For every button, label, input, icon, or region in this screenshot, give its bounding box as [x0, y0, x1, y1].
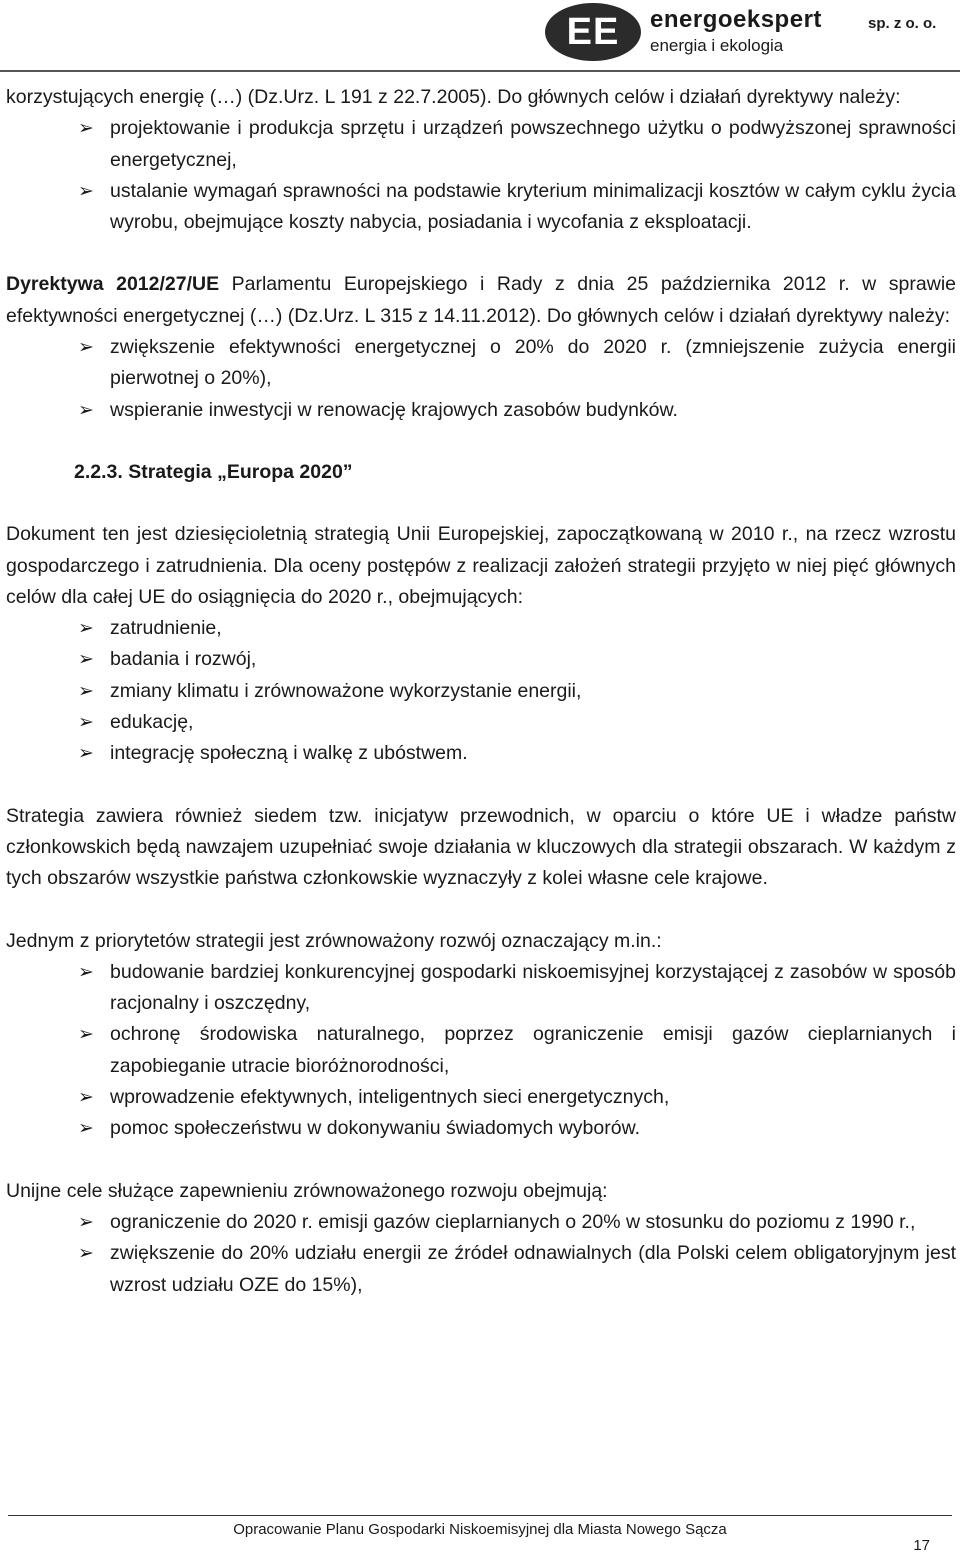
arrow-bullet-icon: ➢: [78, 180, 94, 202]
list-item: ➢ ochronę środowiska naturalnego, poprzez ograniczenie emisji gazów cieplarnianych i zapobieganie utracie bioróżnorodności,: [6, 1019, 956, 1082]
page-number: 17: [913, 1537, 930, 1554]
list-item: ➢ ograniczenie do 2020 r. emisji gazów cieplarnianych o 20% w stosunku do poziomu z 1990 r.,: [6, 1207, 956, 1238]
arrow-bullet-icon: ➢: [78, 680, 94, 702]
paragraph-5: Jednym z priorytetów strategii jest zrównoważony rozwój oznaczający m.in.:: [6, 929, 662, 952]
arrow-bullet-icon: ➢: [78, 618, 94, 640]
bullet-list-4: [6, 957, 956, 1145]
list-item: ➢ budowanie bardziej konkurencyjnej gospodarki niskoemisyjnej korzystającej z zasobów w sposób racjonalny i oszczędny,: [6, 957, 956, 1020]
list-item: ➢ pomoc społeczeństwu w dokonywaniu świadomych wyborów.: [6, 1113, 956, 1144]
list-item: ➢ zwiększenie efektywności energetycznej o 20% do 2020 r. (zmniejszenie zużycia energii pierwotnej o 20%),: [6, 332, 956, 395]
list-item: ➢ zatrudnienie,: [6, 613, 956, 644]
footer-title: Opracowanie Planu Gospodarki Niskoemisyjnej dla Miasta Nowego Sącza: [233, 1521, 727, 1538]
brand-tagline: energia i ekologia: [650, 36, 784, 55]
list-item: ➢ zwiększenie do 20% udziału energii ze źródeł odnawialnych (dla Polski celem obligatoryjnym jest wzrost udziału OZE do 15%),: [6, 1238, 956, 1301]
document-body: [6, 82, 956, 1301]
arrow-bullet-icon: ➢: [78, 649, 94, 671]
brand-name: energoekspert: [650, 6, 822, 33]
header-divider: [0, 70, 960, 72]
list-item: ➢ integrację społeczną i walkę z ubóstwem.: [6, 738, 956, 769]
brand-legal-form: sp. z o. o.: [868, 15, 937, 32]
company-logo: EE: [545, 3, 641, 61]
list-item: ➢ edukację,: [6, 707, 956, 738]
paragraph-4: Strategia zawiera również siedem tzw. inicjatyw przewodnich, w oparciu o które UE i władze państw członkowskich będą nawzajem uzupełniać swoje działania w kluczowych dla strategii obszarach. W każdym z tych obszarów wszystkie państwa członkowskie wyznaczyły z kolei własne cele krajowe.: [6, 804, 956, 890]
arrow-bullet-icon: ➢: [78, 1087, 94, 1109]
arrow-bullet-icon: ➢: [78, 961, 94, 983]
list-item: ➢ wspieranie inwestycji w renowację krajowych zasobów budynków.: [6, 395, 956, 426]
list-item: ➢ ustalanie wymagań sprawności na podstawie kryterium minimalizacji kosztów w całym cyklu życia wyrobu, obejmujące koszty nabycia, posiadania i wycofania z eksploatacji.: [6, 176, 956, 239]
list-item: ➢ projektowanie i produkcja sprzętu i urządzeń powszechnego użytku o podwyższonej sprawności energetycznej,: [6, 113, 956, 176]
list-item: ➢ zmiany klimatu i zrównoważone wykorzystanie energii,: [6, 676, 956, 707]
page-header: [0, 0, 960, 76]
arrow-bullet-icon: ➢: [78, 1243, 94, 1265]
arrow-bullet-icon: ➢: [78, 1118, 94, 1140]
arrow-bullet-icon: ➢: [78, 399, 94, 421]
arrow-bullet-icon: ➢: [78, 337, 94, 359]
list-item: ➢ badania i rozwój,: [6, 644, 956, 675]
section-heading: 2.2.3. Strategia „Europa 2020”: [74, 460, 353, 483]
arrow-bullet-icon: ➢: [78, 1211, 94, 1233]
bullet-list-3: [6, 613, 956, 769]
paragraph-2: Dyrektywa 2012/27/UE Parlamentu Europejskiego i Rady z dnia 25 października 2012 r. w sprawie efektywności energetycznej (…) (Dz.Urz. L 315 z 14.11.2012). Do głównych celów i działań dyrektywy należy:: [6, 273, 956, 327]
arrow-bullet-icon: ➢: [78, 1024, 94, 1046]
paragraph-3: Dokument ten jest dziesięcioletnią strategią Unii Europejskiej, zapoczątkowaną w 2010 r., na rzecz wzrostu gospodarczego i zatrudnienia. Dla oceny postępów z realizacji założeń strategii przyjęto w niej pięć głównych celów dla całej UE do osiągnięcia do 2020 r., obejmujących:: [6, 523, 956, 608]
bullet-list-5: [6, 1207, 956, 1301]
arrow-bullet-icon: ➢: [78, 118, 94, 140]
bullet-list-2: [6, 332, 956, 426]
bullet-list-1: [6, 113, 956, 238]
arrow-bullet-icon: ➢: [78, 743, 94, 765]
paragraph-6: Unijne cele służące zapewnieniu zrównoważonego rozwoju obejmują:: [6, 1179, 608, 1202]
footer-divider: [8, 1515, 952, 1516]
directive-title: Dyrektywa 2012/27/UE: [6, 273, 220, 296]
paragraph-1: korzystujących energię (…) (Dz.Urz. L 191 z 22.7.2005). Do głównych celów i działań dyrektywy należy:: [6, 86, 901, 108]
list-item: ➢ wprowadzenie efektywnych, inteligentnych sieci energetycznych,: [6, 1082, 956, 1113]
arrow-bullet-icon: ➢: [78, 712, 94, 734]
